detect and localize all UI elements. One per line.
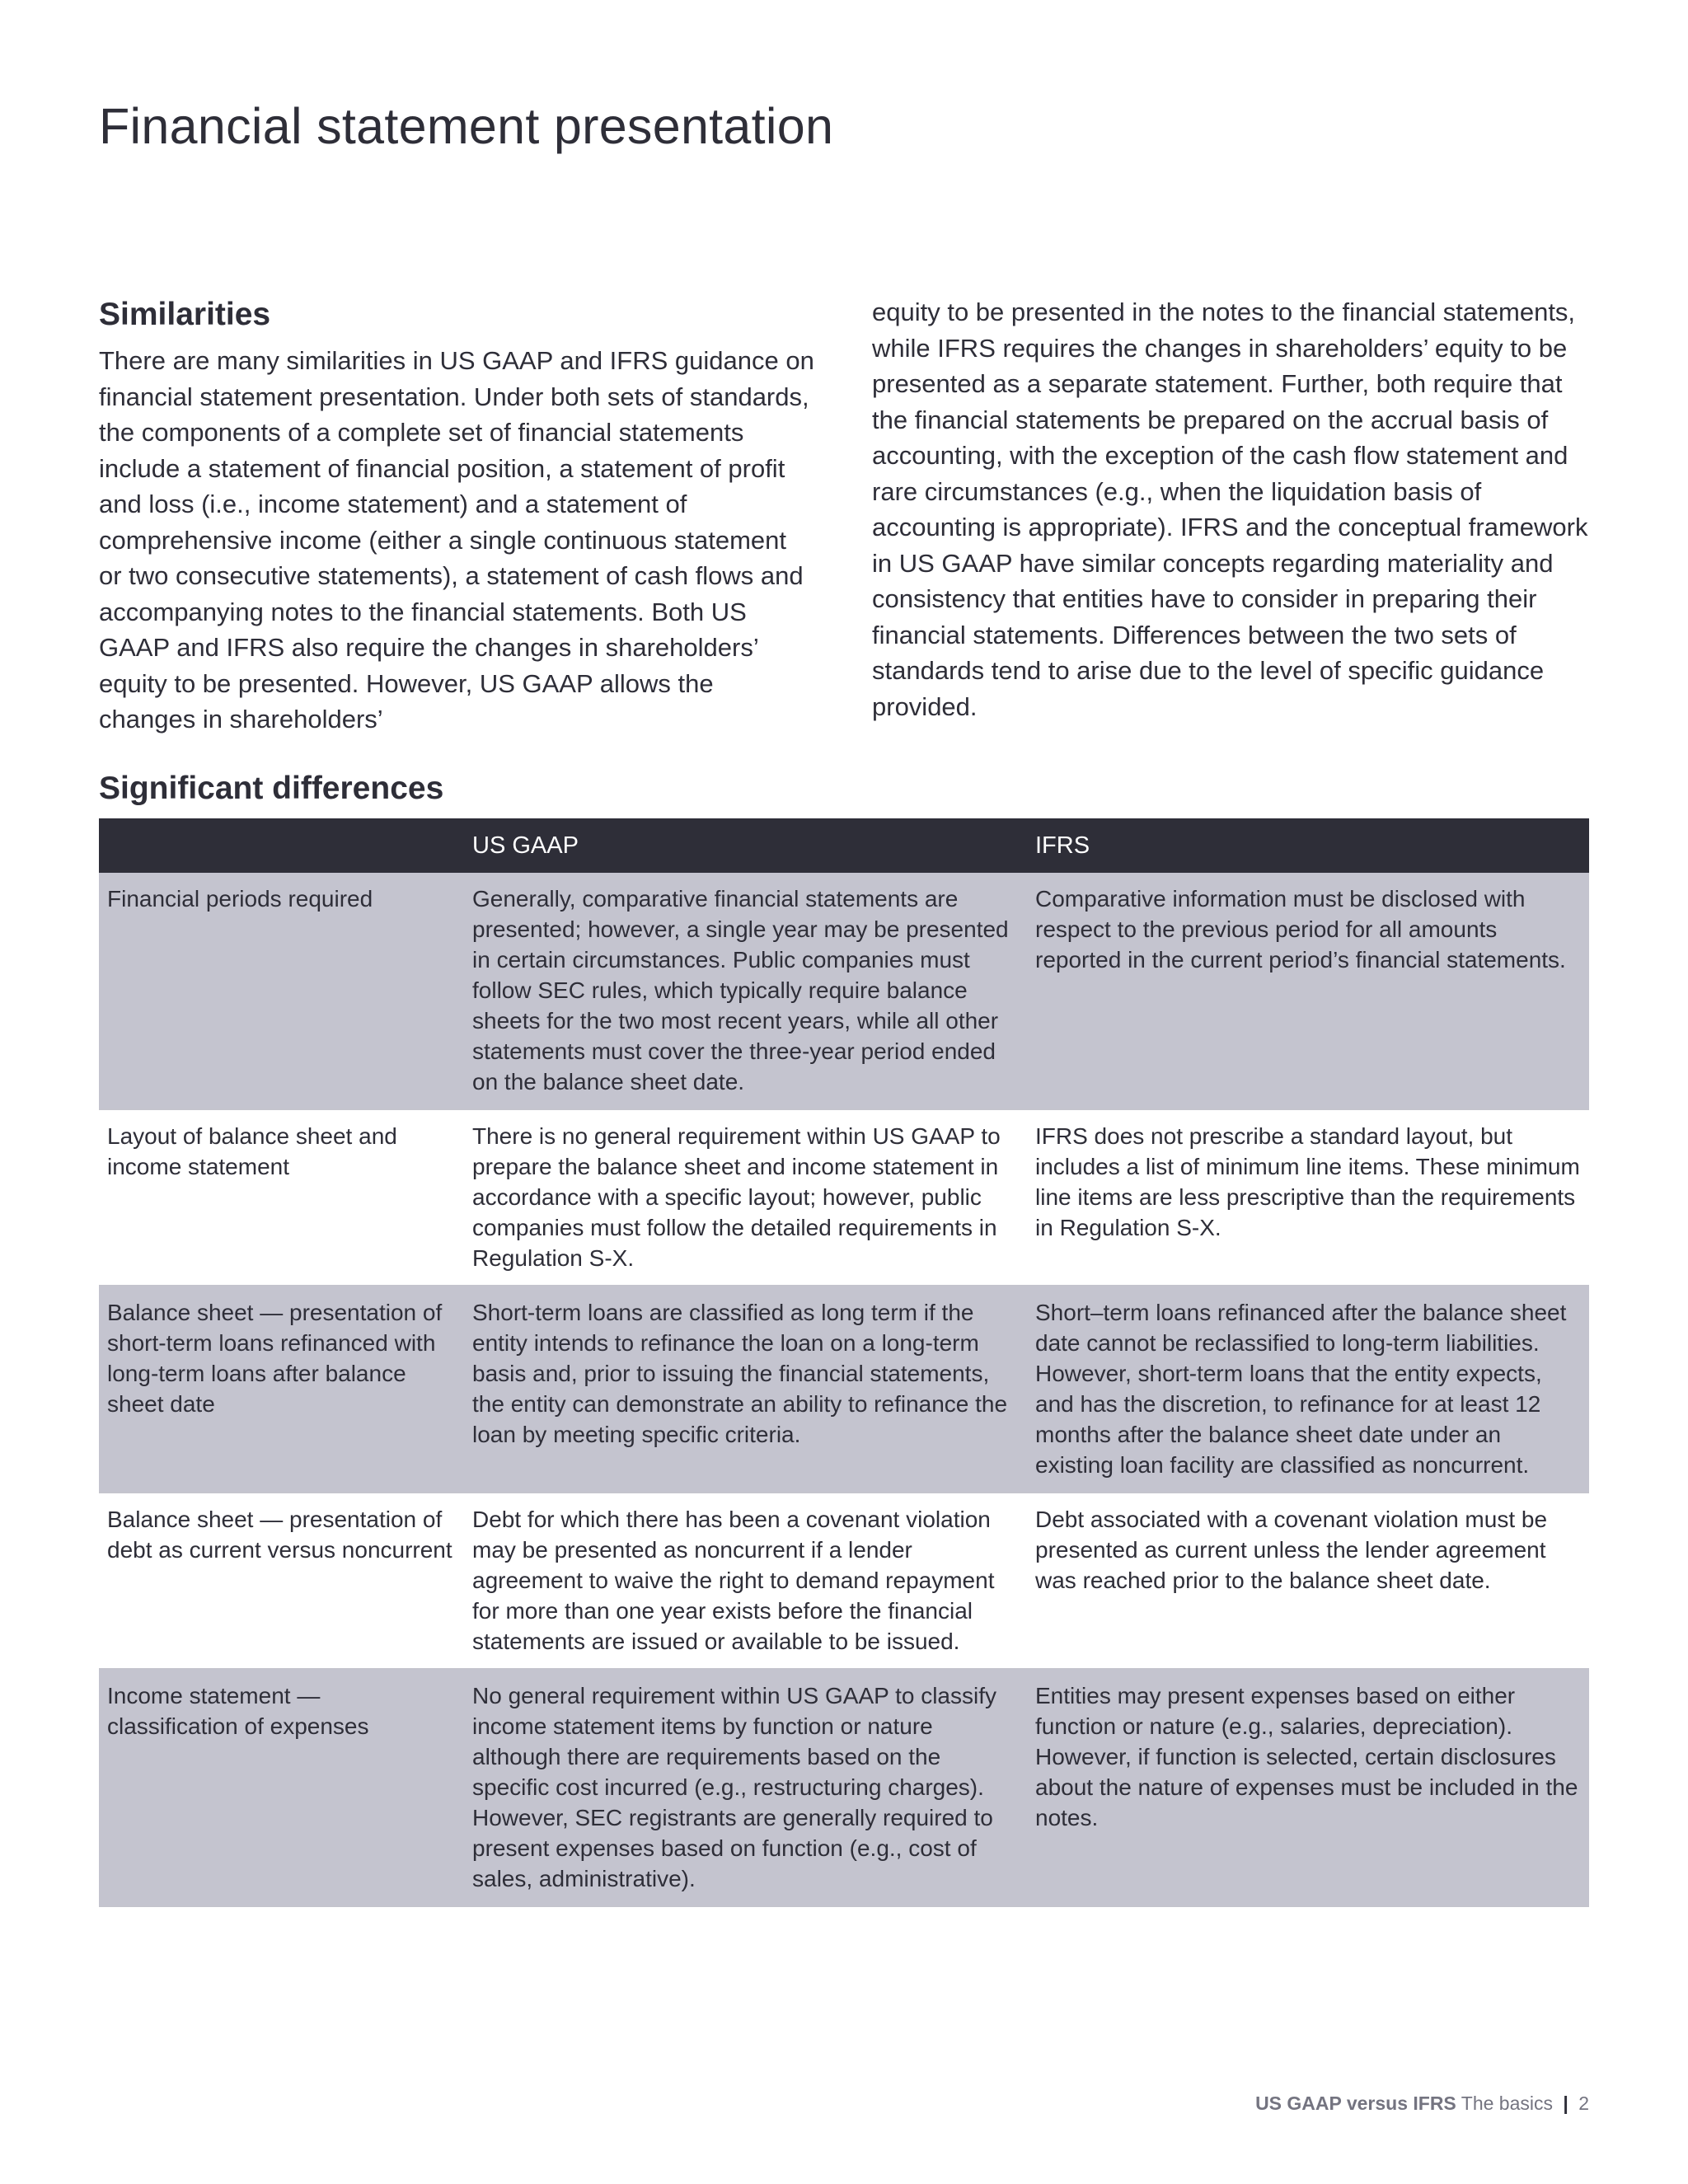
row-ifrs: Short–term loans refinanced after the balance sheet date cannot be reclassified to long-term liabilities. However, short-term loans that the entity expects, and has the discretion, to refinance for at least 12 months after the balance sheet date under an existing loan facility are classified as noncurrent. (1027, 1286, 1589, 1493)
table-row (99, 1669, 1589, 1906)
row-us-gaap: There is no general requirement within US GAAP to prepare the balance sheet and income statement in accordance with a specific layout; however, public companies must follow the detailed requirements in Regulation S-X. (464, 1109, 1027, 1286)
similarities-section (99, 297, 1589, 738)
row-topic: Layout of balance sheet and income statement (99, 1109, 464, 1286)
similarities-paragraph-part2: equity to be presented in the notes to the financial statements, while IFRS requires the changes in shareholders’ equity to be presented as a separate statement. Further, both require that the financial statements be prepared on the accrual basis of accounting, with the exception of the cash flow statement and rare circumstances (e.g., when the liquidation basis of accounting is appropriate). IFRS and the conceptual framework in US GAAP have similar concepts regarding materiality and consistency that entities have to consider in preparing their financial statements. Differences between the two sets of standards tend to arise due to the level of specific guidance provided. (872, 298, 1588, 721)
similarities-left-column (99, 297, 816, 738)
row-us-gaap: Short-term loans are classified as long term if the entity intends to refinance the loan on a long-term basis and, prior to issuing the financial statements, the entity can demonstrate an ability to refinance the loan by meeting specific criteria. (464, 1286, 1027, 1493)
row-ifrs: Debt associated with a covenant violation must be presented as current unless the lender agreement was reached prior to the balance sheet date. (1027, 1493, 1589, 1669)
differences-heading: Significant differences (99, 771, 444, 806)
page-title: Financial statement presentation (99, 98, 834, 154)
row-us-gaap: Debt for which there has been a covenant violation may be presented as noncurrent if a lender agreement to waive the right to demand repayment for more than one year exists before the financial statements are issued or available to be issued. (464, 1493, 1027, 1669)
differences-table-wrapper (99, 818, 1589, 1907)
footer-subtitle: The basics (1461, 2093, 1553, 2114)
row-ifrs: IFRS does not prescribe a standard layout, but includes a list of minimum line items. These minimum line items are less prescriptive than the requirements in Regulation S-X. (1027, 1109, 1589, 1286)
table-header-row (99, 818, 1589, 873)
row-topic: Balance sheet — presentation of short-term loans refinanced with long-term loans after balance sheet date (99, 1286, 464, 1493)
table-row (99, 1493, 1589, 1669)
similarities-heading: Similarities (99, 297, 271, 332)
table-row (99, 1109, 1589, 1286)
footer-publication: US GAAP versus IFRS (1255, 2093, 1456, 2114)
row-topic: Income statement — classification of expenses (99, 1669, 464, 1906)
column-header-topic (99, 818, 464, 873)
row-us-gaap: No general requirement within US GAAP to classify income statement items by function or nature although there are requirements based on the specific cost incurred (e.g., restructuring charges). However, SEC registrants are generally required to present expenses based on function (e.g., cost of sales, administrative). (464, 1669, 1027, 1906)
page-footer (1255, 2093, 1589, 2115)
row-topic: Balance sheet — presentation of debt as current versus noncurrent (99, 1493, 464, 1669)
differences-table (99, 818, 1589, 1907)
row-ifrs: Comparative information must be disclosed with respect to the previous period for all amounts reported in the current period’s financial statements. (1027, 873, 1589, 1109)
table-row (99, 873, 1589, 1109)
column-header-us-gaap: US GAAP (464, 818, 1027, 873)
row-topic: Financial periods required (99, 873, 464, 1109)
page-number: 2 (1578, 2093, 1589, 2114)
row-ifrs: Entities may present expenses based on either function or nature (e.g., salaries, depreciation). However, if function is selected, certain disclosures about the nature of expenses must be included in the notes. (1027, 1669, 1589, 1906)
table-row (99, 1286, 1589, 1493)
similarities-paragraph-part1: There are many similarities in US GAAP and IFRS guidance on financial statement presentation. Under both sets of standards, the components of a complete set of financial statements include a statement of financial position, a statement of profit and loss (i.e., income statement) and a statement of comprehensive income (either a single continuous statement or two consecutive statements), a statement of cash flows and accompanying notes to the financial statements. Both US GAAP and IFRS also require the changes in shareholders’ equity to be presented. However, US GAAP allows the changes in shareholders’ (99, 346, 814, 733)
row-us-gaap: Generally, comparative financial statements are presented; however, a single year may be presented in certain circumstances. Public companies must follow SEC rules, which typically require balance sheets for the two most recent years, while all other statements must cover the three-year period ended on the balance sheet date. (464, 873, 1027, 1109)
footer-separator: | (1563, 2093, 1568, 2114)
similarities-right-column (872, 294, 1589, 738)
column-header-ifrs: IFRS (1027, 818, 1589, 873)
